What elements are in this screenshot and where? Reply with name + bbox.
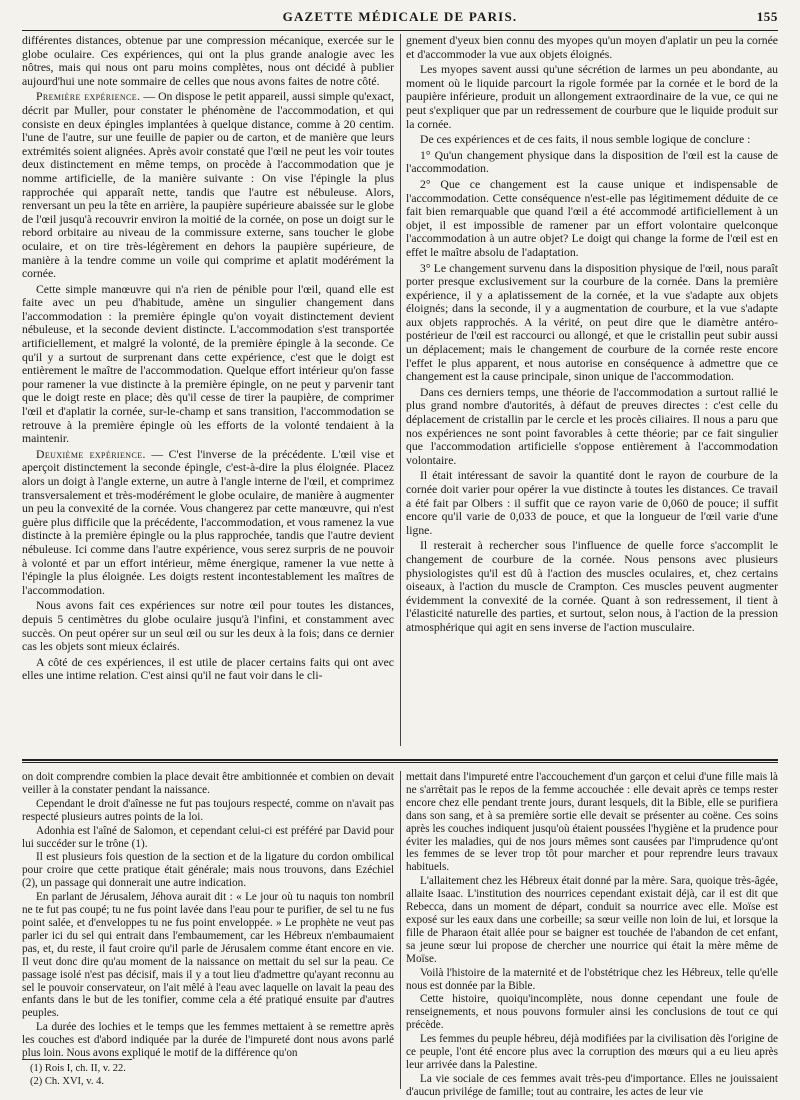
paragraph-text: Il était intéressant de savoir la quantité dont le rayon de courbure de la cornée doit varier pour opérer la vue distincte à toutes les distances. Ce travail a été fait par Olbers : il suffit que ce rayon varie de 0,060 de pouce; il suffit encore qu'il varie de 0,033 de pouce, et que la longueur de l'œil varie d'une ligne. — [406, 469, 778, 537]
column-left — [22, 34, 394, 750]
paragraph — [406, 178, 778, 260]
paragraph — [406, 993, 778, 1032]
paragraph — [22, 283, 394, 446]
paragraph-text: A côté de ces expériences, il est utile de placer certains faits qui ont avec elles une intime relation. C'est ainsi qu'il ne faut voir dans le cli- — [22, 655, 394, 683]
paragraph-text: Il resterait à rechercher sous l'influence de quelle force s'accomplit le changement de courbure de la cornée. Nous pensons avec plusieurs physiologistes qu'il est dû à l'action des muscles oculaires, et, chez certains oiseaux, à l'action du muscle de Crampton. Ces muscles peuvent augmenter évidemment la convexité de la cornée. Quant à son redressement, il tient à l'élasticité naturelle des parties, et surtout, selon nous, à l'action de la pression atmosphérique qui agit en sens inverse de l'action musculaire. — [406, 539, 778, 634]
paragraph — [406, 386, 778, 468]
journal-title: GAZETTE MÉDICALE DE PARIS. — [282, 9, 518, 24]
paragraph — [406, 1073, 778, 1099]
paragraph — [406, 1033, 778, 1072]
paragraph-text: Adonhia est l'aîné de Salomon, et cependant celui-ci est préféré par David pour lui succéder sur le trône (1). — [22, 824, 394, 850]
paragraph — [22, 656, 394, 683]
footnotes — [30, 1063, 390, 1088]
feuilleton-column-left — [22, 771, 394, 1060]
paragraph — [406, 149, 778, 176]
paragraph-text: En parlant de Jérusalem, Jéhova aurait dit : « Le jour où tu naquis ton nombril ne te fut pas coupé; tu ne fus point lavée dans l'eau pour te purifier, de sel tu ne fus point salée, et d'enveloppes tu ne fus point enveloppée. » Le prophète ne veut pas parler ici du sel qui entrait dans l'embaumement, car les Hébreux n'embaumaient pas, et, du reste, il faut croire qu'il parle de Jérusalem comme étant encore en vie. Il veut donc dire qu'au moment de la naissance on mettait du sel sur la peau. Ce passage isolé n'est pas décisif, mais il y a tout lieu d'admettre qu'ayant reconnu au sel le pouvoir conservateur, on l'ait mêlé à l'eau avec laquelle on lavait la peau des enfants dans le but de les tonifier, comme cela a été pratiqué ensuite par d'autres peuples. — [22, 891, 394, 1020]
paragraph-text: — On dispose le petit appareil, aussi simple qu'exact, décrit par Muller, pour constater le phénomène de l'accommodation, et qui consiste en deux épingles implantées à quelque distance, comme à 20 centim. l'une de l'autre, sur une feuille de papier ou de carton, et de manière que leurs extrémités soient alignées. Après avoir constaté que l'œil ne peut les voir toutes deux distinctement en même temps, on procède à l'accommodation que je nomme artificielle, de la manière suivante : On vise l'épingle la plus rapprochée qui apparaît nette, tandis que l'autre est nébuleuse. Alors, renversant un peu la tête en arrière, la paupière supérieure abaissée sur le globe de l'œil jusqu'à recouvrir environ la moitié de la cornée, on pose un doigt sur le rebord orbitaire au niveau de la commissure externe, sans toucher le globe oculaire, et on tire très-légèrement en dehors la paupière supérieure, de manière à la tendre comme un voile qui comprime et aplatit modérément la cornée. — [22, 90, 394, 281]
paragraph-text: — C'est l'inverse de la précédente. L'œil vise et aperçoit distinctement la seconde épingle, c'est-à-dire la plus éloignée. Placez alors un doigt à l'angle externe, un autre à l'angle interne de l'œil, et comprimez transversalement et très-modérément le globe oculaire, de manière à augmenter un peu la convexité de la cornée. Vous changerez par cette manœuvre, qui n'est guère plus difficile que la précédente, l'accommodation, et vous ramenez la vue distincte à la première épingle ou la plus rapprochée, tandis que l'autre devient nébuleuse. Ici comme dans l'autre expérience, vous serez surpris de ne pouvoir à volonté et par un effort intérieur, même énergique, ramener la vue nette à l'épingle la plus éloignée. Les doigts restent incontestablement les maîtres de l'accommodation. — [22, 447, 394, 597]
paragraph-text: Voilà l'histoire de la maternité et de l'obstétrique chez les Hébreux, telle qu'elle nous est donnée par la Bible. — [406, 966, 778, 992]
paragraph — [406, 262, 778, 384]
paragraph-text: De ces expériences et de ces faits, il nous semble logique de conclure : — [420, 133, 751, 147]
paragraph-text: Cette histoire, quoiqu'incomplète, nous donne cependant une foule de renseignements, et nous pouvons formuler ainsi les conclusions de tout ce qui précède. — [406, 993, 778, 1032]
paragraph — [22, 90, 394, 280]
paragraph-text: La vie sociale de ces femmes avait très-peu d'importance. Elles ne jouissaient d'aucun privilége de famille; tout au contraire, les actes de leur vie — [406, 1072, 778, 1098]
paragraph — [406, 133, 778, 147]
paragraph-text: différentes distances, obtenue par une compression mécanique, exercée sur le globe oculaire. Ces expériences, qui ont la plus grande analogie avec les nôtres, mais qui nous ont paru moins complètes, nous ont décidé à publier aujourd'hui une note sommaire de celles que nous avons faites de notre côté. — [22, 34, 394, 88]
paragraph — [22, 825, 394, 851]
paragraph-text: L'allaitement chez les Hébreux était donné par la mère. Sara, quoique très-âgée, allaite Isaac. L'institution des nourrices cependant existait déjà, car il est dit que Rebecca, dans un moment de départ, conduit sa nourrice avec elle. Moïse est exposé sur les eaux dans une corbeille; sa sœur veille non loin de lui, et lorsque la fille de Pharaon était allée pour se baigner est touchée de l'abandon de cet enfant, sa jeune sœur lui propose de chercher une nourrice qui était la mère même de Moïse. — [406, 875, 778, 965]
page-header — [22, 6, 778, 28]
paragraph — [22, 1021, 394, 1060]
paragraph-text: Il est plusieurs fois question de la section et de la ligature du cordon ombilical pour croire que cette pratique était générale; mais nous trouvons, dans Ezéchiel (2), un passage qui donnerait une autre indication. — [22, 851, 394, 890]
feuilleton-column-right — [406, 771, 778, 1098]
paragraph-text: on doit comprendre combien la place devait être ambitionnée et combien on devait veiller à la constater pendant la naissance. — [22, 771, 394, 796]
paragraph — [406, 469, 778, 537]
paragraph-text: Cette simple manœuvre qui n'a rien de pénible pour l'œil, quand elle est faite avec un peu d'habitude, amène un singulier changement dans l'accommodation : la première épingle qu'on voyait distinctement devient nébuleuse, et la seconde devient distincte. L'accommodation s'est transportée artificiellement, et malgré la volonté, de la première épingle à la seconde. Ce qu'il y a surtout de surprenant dans cette expérience, c'est que le doigt est entièrement le maître de l'accommodation. Quelque effort intérieur qu'on fasse pour ramener la vue distincte à la première épingle, on ne peut y parvenir tant que le doigt reste en place; dès qu'il cesse de tirer la paupière, de comprimer l'œil et d'aplatir la cornée, sur-le-champ et sans transition, l'accommodation se retrouve à la première épingle où les efforts de la volonté tendaient à la maintenir. — [22, 282, 394, 446]
paragraph-text: 1° Qu'un changement physique dans la disposition de l'œil est la cause de l'accommodation. — [406, 148, 778, 176]
section-lead: Deuxième expérience. — [36, 447, 146, 461]
footnote: (1) Rois I, ch. II, v. 22. — [30, 1063, 126, 1074]
feuilleton-divider — [400, 771, 401, 1089]
paragraph-text: La durée des lochies et le temps que les femmes mettaient à se remettre après les couches est d'abord indiquée par la durée de l'impureté dont nous avons parlé plus loin. Nous avons expliqué le motif de la différence qu'on — [22, 1021, 394, 1060]
paragraph-text: Cependant le droit d'aînesse ne fut pas toujours respecté, comme on n'avait pas respecté plusieurs autres points de la loi. — [22, 797, 394, 823]
header-rule — [22, 30, 778, 31]
paragraph-text: mettait dans l'impureté entre l'accouchement d'un garçon et celui d'une fille mais là ne s'arrêtait pas le repos de la femme accouchée : elle devait après ce temps rester encore chez elle pendant trente jours, durant lesquels, dit la Bible, elle se purifiera dans son sang, et à sa première sortie elle devait se présenter au coëne. Ces soins après les couches indiquent jusqu'où étaient poussées l'hygiène et la prudence pour éviter les maladies, qui de nos jours mêmes sont causées par l'imprudence qu'ont les femmes de se lever trop tôt pour marcher et pour reprendre leurs travaux habituels. — [406, 771, 778, 874]
paragraph — [406, 63, 778, 131]
paragraph-text: 2° Que ce changement est la cause unique et indispensable de l'accommodation. Cette conséquence n'est-elle pas légitimement déduite de ce fait bien remarquable que quand l'œil a été accommodé artificiellement à un objet, il est impossible de ramener par un effort volontaire quelconque l'accommodation à un autre objet? Le doigt qui change la forme de l'œil est en effet le maître absolu de l'adaptation. — [406, 177, 778, 259]
paragraph-text: gnement d'yeux bien connu des myopes qu'un moyen d'aplatir un peu la cornée et d'accommoder la vue aux objets éloignés. — [406, 34, 778, 61]
section-lead: Première expérience. — [36, 90, 141, 104]
footnote: (2) Ch. XVI, v. 4. — [30, 1075, 104, 1087]
feuilleton-rule — [22, 759, 778, 761]
page-number: 155 — [756, 9, 778, 24]
paragraph — [22, 851, 394, 890]
footnote-rule — [22, 1059, 132, 1060]
paragraph — [22, 599, 394, 653]
paragraph — [22, 891, 394, 1020]
paragraph-text: Dans ces derniers temps, une théorie de l'accommodation a surtout rallié le plus grand nombre d'autorités, à défaut de preuves directes : c'est celle du déplacement de cristallin par le cercle et les procès ciliaires. Il nous a paru que nos expériences ne sont point favorables à cette théorie; par ce fait singulier que l'accommodation artificielle s'oppose entièrement à l'accommodation volontaire. — [406, 385, 778, 467]
paragraph-text: Nous avons fait ces expériences sur notre œil pour toutes les distances, depuis 5 centimètres du globe oculaire jusqu'à l'infini, et constamment avec succès. On peut opérer sur un seul œil ou sur les deux à la fois; dans ce dernier cas les objets sont mieux éclairés. — [22, 599, 394, 654]
feuilleton-rule-thin — [22, 762, 778, 763]
paragraph — [406, 967, 778, 993]
paragraph — [22, 771, 394, 797]
column-right — [406, 34, 778, 694]
paragraph-text: Les myopes savent aussi qu'une sécrétion de larmes un peu abondante, au moment où le liquide parcourt la rigole formée par la cornée et le bord de la paupière inférieure, produit un allongement extraordinaire de la vue, ce qui ne peut s'expliquer que par un redressement de courbure que le liquide produit sur la cornée. — [406, 63, 778, 131]
paragraph-text: 3° Le changement survenu dans la disposition physique de l'œil, nous paraît porter presque exclusivement sur la courbure de la cornée. Dans la première expérience, il y a aplatissement de la cornée, et la vue s'adapte aux objets éloignés; dans la seconde, il y a augmentation de courbure, et la vue s'adapte aux objets rapprochés. A la vérité, on peut dire que le diamètre antéro-postérieur de l'œil est raccourci ou allongé, et que le cristallin peut subir aussi un déplacement; mais le changement de courbure de la cornée reste encore l'effet le plus apparent, et nous autorise en conséquence à admettre que ce changement est la cause principale, sinon unique de l'accommodation. — [406, 261, 778, 384]
paragraph — [406, 34, 778, 61]
paragraph-text: Les femmes du peuple hébreu, déjà modifiées par la civilisation dès l'origine de ce peuple, l'ont été encore plus avec la corruption des mœurs qui a eu lieu après leur arrivée dans la Palestine. — [406, 1033, 778, 1071]
column-divider — [400, 34, 401, 746]
paragraph — [406, 771, 778, 874]
paragraph — [22, 34, 394, 88]
paragraph — [406, 875, 778, 965]
paragraph — [406, 539, 778, 634]
paragraph — [22, 448, 394, 598]
paragraph — [22, 798, 394, 824]
